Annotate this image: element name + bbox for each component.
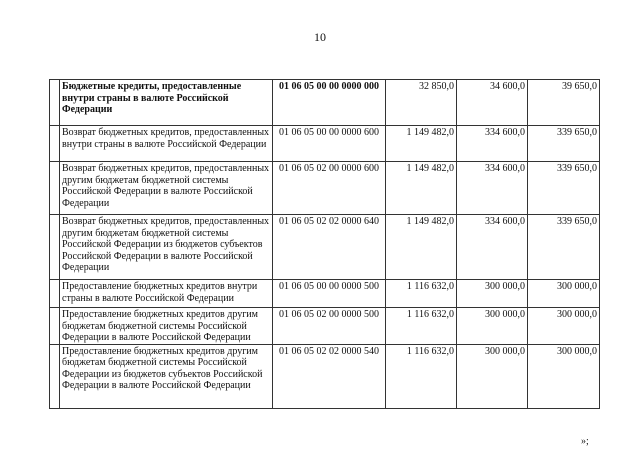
row-code: 01 06 05 02 00 0000 500: [273, 308, 386, 345]
row-value-3: 300 000,0: [528, 308, 600, 345]
row-value-2: 334 600,0: [457, 126, 528, 162]
budget-credits-table: [49, 79, 600, 409]
row-name: Предоставление бюджетных кредитов другим бюджетам бюджетной системы Российской Федерации из бюджетов субъектов Российской Федерации в валюте Российской Федерации: [60, 344, 273, 408]
row-value-1: 1 116 632,0: [386, 344, 457, 408]
row-value-1: 1 149 482,0: [386, 162, 457, 215]
row-value-3: 339 650,0: [528, 215, 600, 280]
row-value-1: 1 149 482,0: [386, 215, 457, 280]
row-name: Предоставление бюджетных кредитов внутри страны в валюте Российской Федерации: [60, 280, 273, 308]
row-value-1: 1 116 632,0: [386, 308, 457, 345]
row-code: 01 06 05 02 02 0000 640: [273, 215, 386, 280]
row-name: Возврат бюджетных кредитов, предоставленных другим бюджетам бюджетной системы Российской Федерации в валюте Российской Федерации: [60, 162, 273, 215]
row-value-2: 334 600,0: [457, 215, 528, 280]
margin-cell: [50, 126, 60, 162]
row-name: Возврат бюджетных кредитов, предоставленных другим бюджетам бюджетной системы Российской Федерации из бюджетов субъектов Российской Федерации в валюте Российской Федерации: [60, 215, 273, 280]
row-value-2: 334 600,0: [457, 162, 528, 215]
row-value-1: 1 149 482,0: [386, 126, 457, 162]
margin-cell: [50, 215, 60, 280]
row-value-3: 300 000,0: [528, 344, 600, 408]
table-row: [50, 344, 600, 408]
margin-cell: [50, 162, 60, 215]
row-value-1: 1 116 632,0: [386, 280, 457, 308]
row-code: 01 06 05 00 00 0000 000: [273, 80, 386, 126]
row-name: Бюджетные кредиты, предоставленные внутри страны в валюте Российской Федерации: [60, 80, 273, 126]
row-value-3: 300 000,0: [528, 280, 600, 308]
margin-cell: [50, 280, 60, 308]
margin-cell: [50, 308, 60, 345]
table-row: [50, 280, 600, 308]
row-name: Возврат бюджетных кредитов, предоставленных внутри страны в валюте Российской Федерации: [60, 126, 273, 162]
table-row: [50, 308, 600, 345]
table-row: [50, 80, 600, 126]
row-code: 01 06 05 00 00 0000 600: [273, 126, 386, 162]
row-name: Предоставление бюджетных кредитов другим бюджетам бюджетной системы Российской Федерации в валюте Российской Федерации: [60, 308, 273, 345]
row-code: 01 06 05 02 00 0000 600: [273, 162, 386, 215]
row-value-3: 39 650,0: [528, 80, 600, 126]
row-value-1: 32 850,0: [386, 80, 457, 126]
row-value-3: 339 650,0: [528, 126, 600, 162]
row-value-3: 339 650,0: [528, 162, 600, 215]
margin-cell: [50, 344, 60, 408]
margin-cell: [50, 80, 60, 126]
row-value-2: 34 600,0: [457, 80, 528, 126]
row-code: 01 06 05 00 00 0000 500: [273, 280, 386, 308]
closing-quote-mark: »;: [581, 436, 589, 447]
row-value-2: 300 000,0: [457, 280, 528, 308]
row-value-2: 300 000,0: [457, 308, 528, 345]
table-row: [50, 215, 600, 280]
row-code: 01 06 05 02 02 0000 540: [273, 344, 386, 408]
table-row: [50, 162, 600, 215]
row-value-2: 300 000,0: [457, 344, 528, 408]
table-row: [50, 126, 600, 162]
page-number: 10: [314, 30, 326, 44]
